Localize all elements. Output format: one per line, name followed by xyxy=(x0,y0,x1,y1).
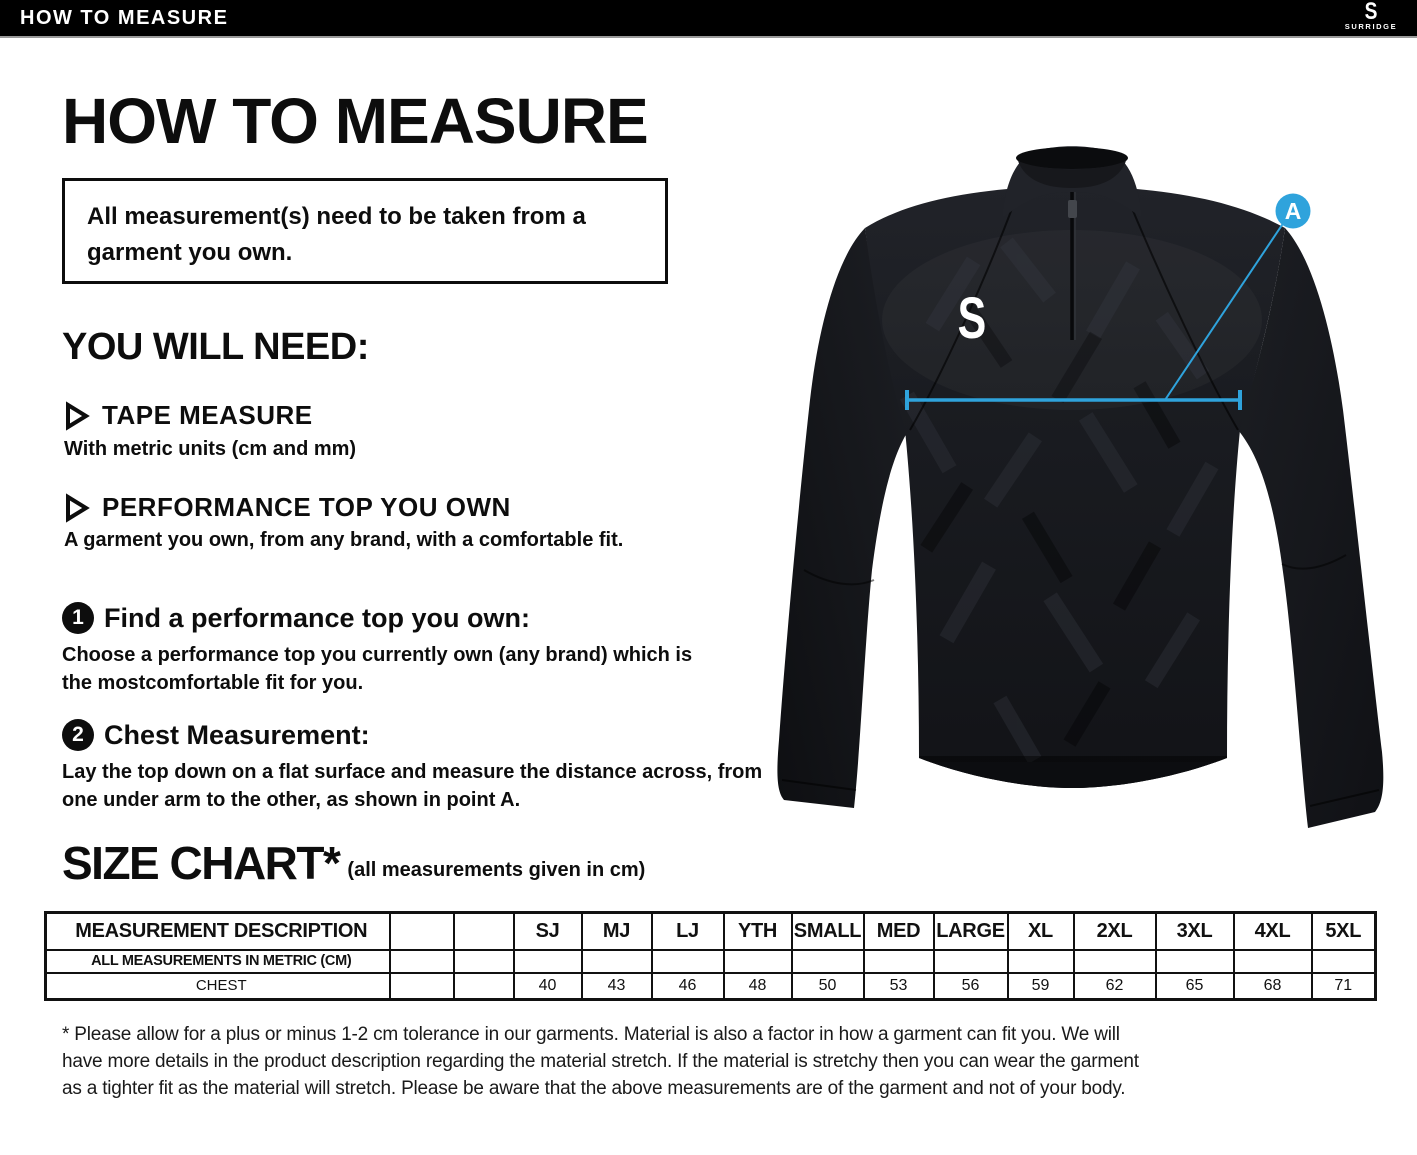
table-header-cell: MJ xyxy=(582,913,652,950)
need-item-title: PERFORMANCE TOP YOU OWN xyxy=(102,492,511,522)
table-header-cell: LARGE xyxy=(934,913,1008,950)
table-header-cell: LJ xyxy=(652,913,724,950)
size-chart-title: SIZE CHART* xyxy=(62,837,340,889)
zip-pull xyxy=(1068,200,1077,218)
table-cell xyxy=(864,950,934,973)
table-cell xyxy=(934,950,1008,973)
table-cell xyxy=(390,973,454,1000)
table-cell: 48 xyxy=(724,973,792,1000)
table-header-cell: 5XL xyxy=(1312,913,1376,950)
quarter-zip-top-illustration xyxy=(770,140,1410,840)
table-cell: 53 xyxy=(864,973,934,1000)
page-title: HOW TO MEASURE xyxy=(62,85,648,157)
step-2-number-badge: 2 xyxy=(62,719,94,751)
top-header-bar xyxy=(0,0,1417,38)
table-cell: 65 xyxy=(1156,973,1234,1000)
table-cell xyxy=(582,950,652,973)
need-item-description: With metric units (cm and mm) xyxy=(64,438,357,460)
table-header-cell xyxy=(454,913,514,950)
step-1-description: Choose a performance top you currently own (any brand) which is the mostcomfortable fit for you. xyxy=(62,644,693,695)
table-header-cell: 3XL xyxy=(1156,913,1234,950)
table-cell: 68 xyxy=(1234,973,1312,1000)
table-row-metric-note xyxy=(46,950,1376,973)
table-cell: 46 xyxy=(652,973,724,1000)
table-cell: 43 xyxy=(582,973,652,1000)
table-cell xyxy=(390,950,454,973)
need-item-tape-measure xyxy=(64,400,313,431)
table-cell xyxy=(514,950,582,973)
table-cell xyxy=(454,950,514,973)
brand-name: SURRIDGE xyxy=(1344,22,1398,31)
table-header-cell: MED xyxy=(864,913,934,950)
table-cell: 59 xyxy=(1008,973,1074,1000)
table-header-cell: MEASUREMENT DESCRIPTION xyxy=(46,913,390,950)
need-item-title: TAPE MEASURE xyxy=(102,400,313,430)
table-cell xyxy=(1074,950,1156,973)
size-chart-table xyxy=(44,911,1377,1001)
table-header-cell: 2XL xyxy=(1074,913,1156,950)
size-chart-footnote: * Please allow for a plus or minus 1-2 cm tolerance in our garments. Material is also a factor in how a garment can fit you. We will have more details in the product description regarding the material stretch. If the material is stretchy then you can wear the garment as a tighter fit as the material will stretch. Please be aware that the above measurements are of the garment and not of your body. xyxy=(62,1024,1139,1099)
triangle-bullet-icon xyxy=(64,493,90,523)
surridge-logo xyxy=(1335,1,1407,37)
table-header-cell xyxy=(390,913,454,950)
size-chart-subtitle: (all measurements given in cm) xyxy=(347,859,646,881)
step-1-title: Find a performance top you own: xyxy=(104,602,531,633)
table-cell xyxy=(1008,950,1074,973)
table-cell xyxy=(1312,950,1376,973)
table-header-cell: SMALL xyxy=(792,913,864,950)
triangle-bullet-icon xyxy=(64,401,90,431)
header-title: HOW TO MEASURE xyxy=(20,6,229,29)
table-cell xyxy=(792,950,864,973)
notice-box: All measurement(s) need to be taken from a garment you own. xyxy=(62,178,668,284)
table-cell: CHEST xyxy=(46,973,390,1000)
surridge-s-chest-logo-icon: S xyxy=(957,285,987,351)
table-cell xyxy=(652,950,724,973)
table-header-cell: SJ xyxy=(514,913,582,950)
step-2-description: Lay the top down on a flat surface and measure the distance across, from one under arm to the other, as shown in point A. xyxy=(62,761,763,812)
need-item-performance-top xyxy=(64,492,511,523)
table-header-cell: 4XL xyxy=(1234,913,1312,950)
table-cell: 62 xyxy=(1074,973,1156,1000)
step-1-number-badge: 1 xyxy=(62,602,94,634)
table-cell xyxy=(1234,950,1312,973)
table-cell xyxy=(1156,950,1234,973)
garment-figure xyxy=(770,140,1410,840)
table-cell xyxy=(724,950,792,973)
table-cell: 71 xyxy=(1312,973,1376,1000)
table-cell xyxy=(454,973,514,1000)
point-a-label: A xyxy=(1284,198,1302,224)
size-chart-heading xyxy=(62,837,646,889)
need-item-description: A garment you own, from any brand, with a comfortable fit. xyxy=(64,529,624,551)
table-header-cell: YTH xyxy=(724,913,792,950)
step-2-title: Chest Measurement: xyxy=(104,719,370,750)
table-cell: 40 xyxy=(514,973,582,1000)
table-cell: 50 xyxy=(792,973,864,1000)
you-will-need-heading: YOU WILL NEED: xyxy=(62,326,369,368)
table-header-cell: XL xyxy=(1008,913,1074,950)
step-1-header xyxy=(62,602,530,634)
table-cell: ALL MEASUREMENTS IN METRIC (CM) xyxy=(46,950,390,973)
surridge-s-icon: S xyxy=(1364,0,1378,25)
step-2-header xyxy=(62,719,370,751)
table-header-row xyxy=(46,913,1376,950)
table-cell: 56 xyxy=(934,973,1008,1000)
table-row-chest xyxy=(46,973,1376,1000)
